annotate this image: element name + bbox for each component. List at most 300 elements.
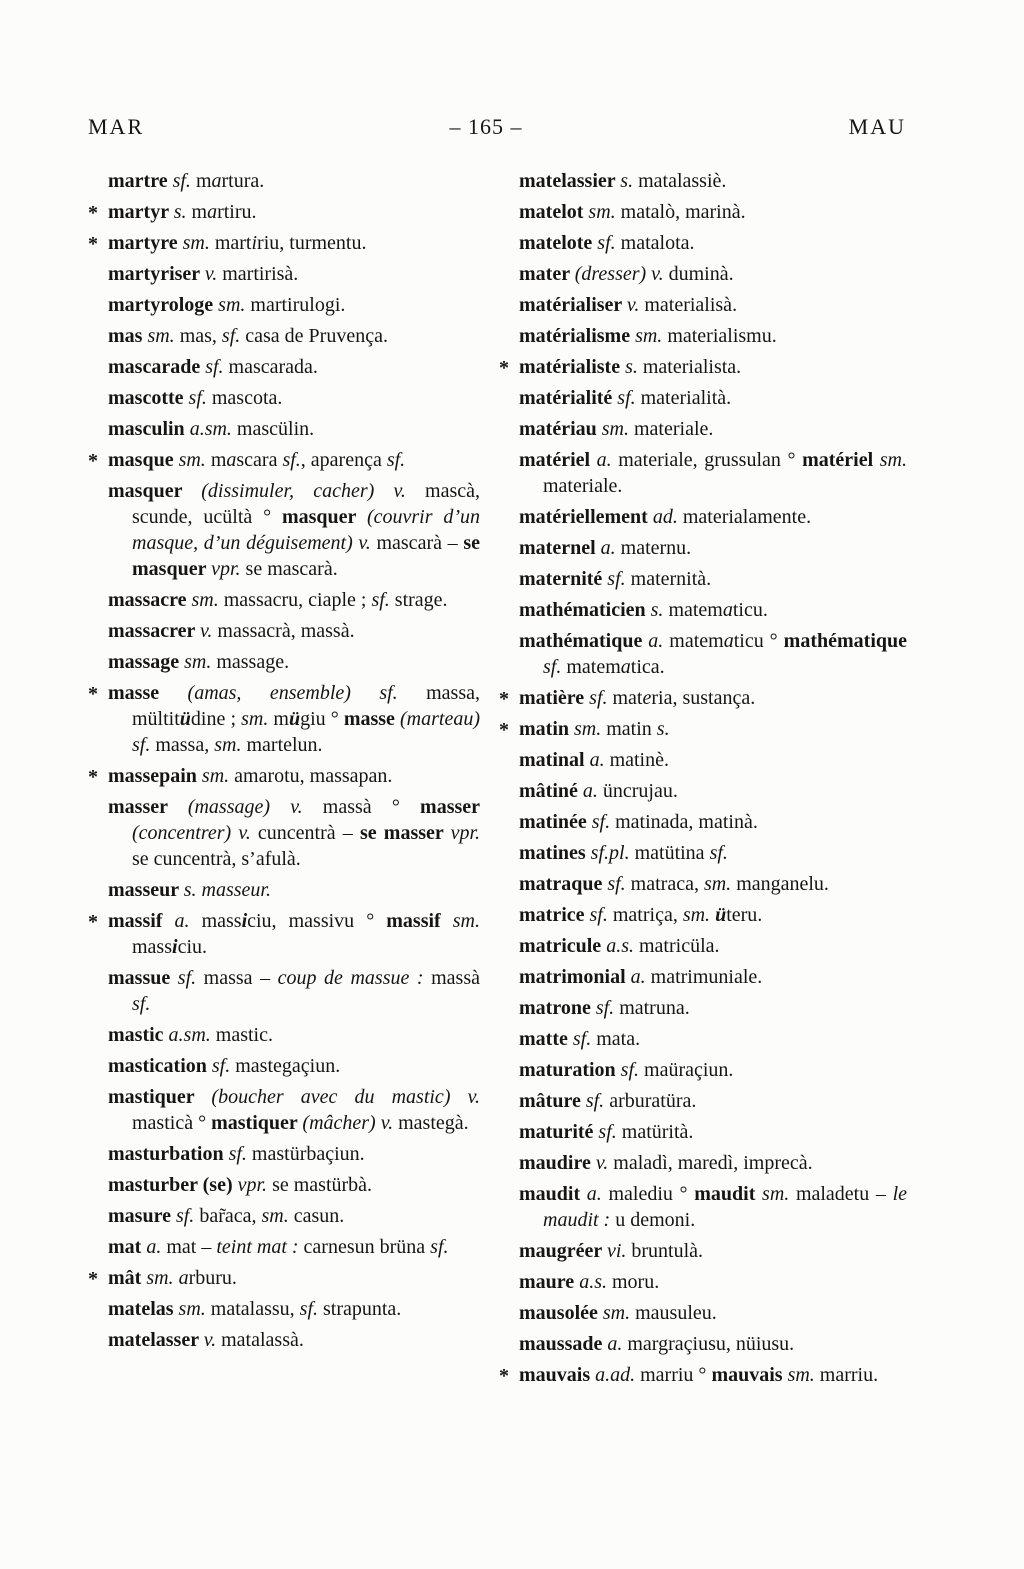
entry-text: massà ° — [322, 796, 421, 818]
entry-headword: maturité — [519, 1121, 599, 1143]
dictionary-entry — [519, 535, 907, 561]
dictionary-entry — [499, 685, 907, 711]
entry-text: massacrà, massà. — [217, 620, 355, 642]
entry-headword: mastiquer — [108, 1086, 212, 1108]
entry-text: martirulogi. — [250, 294, 346, 316]
entry-headword: mat — [108, 1236, 147, 1258]
entry-headword: matraque — [519, 873, 608, 895]
entry-text: a. — [596, 449, 619, 471]
entry-text: matalassu, — [210, 1298, 300, 1320]
entry-text: amarotu, massapan. — [234, 765, 393, 787]
dictionary-entry — [519, 230, 907, 256]
entry-text: , aparença — [300, 449, 387, 471]
dictionary-entry — [519, 809, 907, 835]
entry-headword: maussade — [519, 1333, 608, 1355]
entry-text: sf. — [597, 232, 621, 254]
entry-headword: massepain — [108, 765, 202, 787]
dictionary-entry — [108, 1022, 480, 1048]
entry-text: maternità. — [630, 568, 712, 590]
entry-text: masquer — [281, 506, 367, 528]
entry-text: massa – — [203, 967, 278, 989]
dictionary-entry — [108, 261, 480, 287]
dictionary-entry — [108, 168, 480, 194]
entry-text: marriu. — [819, 1364, 879, 1386]
entry-text: rtiru. — [217, 201, 257, 223]
entry-text: matriça, — [612, 904, 683, 926]
entry-text: sf. — [175, 1205, 200, 1227]
entry-headword: masturber (se) — [108, 1174, 238, 1196]
entry-text: matrimuniale. — [650, 966, 763, 988]
dictionary-entry — [108, 354, 480, 380]
entry-text: matalassà. — [221, 1329, 304, 1351]
entry-headword: masturbation — [108, 1143, 229, 1165]
entry-text: ü — [288, 708, 301, 730]
dictionary-entry — [108, 1327, 480, 1353]
entry-text: a.sm. — [189, 418, 237, 440]
entry-text: u demoni. — [615, 1209, 696, 1231]
entry-text: duminà. — [668, 263, 734, 285]
entry-headword: mastication — [108, 1055, 212, 1077]
entry-text: a — [722, 599, 733, 621]
entry-headword: matrimonial — [519, 966, 631, 988]
entry-text: a. — [174, 910, 202, 932]
entry-text: sm. — [602, 1302, 636, 1324]
entry-text: sm. — [201, 765, 235, 787]
entry-text: m — [195, 170, 212, 192]
entry-text: tica. — [630, 656, 665, 678]
entry-text: mascota. — [211, 387, 283, 409]
entry-headword: matricule — [519, 935, 607, 957]
guide-word-right: MAU — [848, 114, 906, 139]
entry-text: sf. — [617, 387, 641, 409]
entry-text: (couvrir d’un masque, d’un déguisement) v. — [132, 506, 480, 554]
entry-headword: masseur — [108, 879, 184, 901]
entry-text: materialismu. — [667, 325, 777, 347]
entry-text: sf. — [177, 967, 204, 989]
entry-text: sm. — [601, 418, 634, 440]
entry-headword: maternel — [519, 537, 601, 559]
dictionary-entry — [519, 168, 907, 194]
dictionary-entry — [108, 965, 480, 1017]
entry-text: a — [178, 1267, 189, 1289]
entry-headword: matelote — [519, 232, 598, 254]
dictionary-entry — [108, 1084, 480, 1136]
entry-headword: matériellement — [519, 506, 653, 528]
dictionary-entry — [108, 1141, 480, 1167]
entry-headword: martyre — [108, 232, 183, 254]
star-marker: * — [88, 1268, 98, 1290]
entry-text: v. — [626, 294, 645, 316]
entry-text: sf. — [595, 997, 620, 1019]
entry-text: sm. — [703, 873, 737, 895]
entry-text: mathématique — [783, 630, 907, 652]
dictionary-entry — [519, 323, 907, 349]
entry-text: materiale. — [634, 418, 714, 440]
dictionary-entry — [519, 840, 907, 866]
entry-text: sf. — [589, 687, 613, 709]
entry-headword: masse — [108, 682, 188, 704]
entry-text: matériel — [802, 449, 880, 471]
entry-text: arburatüra. — [609, 1090, 697, 1112]
entry-text: mas, — [179, 325, 222, 347]
entry-headword: mauvais — [519, 1364, 596, 1386]
entry-text: margraçiusu, nüiusu. — [627, 1333, 795, 1355]
dictionary-entry — [519, 995, 907, 1021]
entry-text: mat – — [166, 1236, 217, 1258]
dictionary-entry — [519, 747, 907, 773]
entry-text: matraca, — [630, 873, 704, 895]
entry-headword: matinal — [519, 749, 590, 771]
entry-text: matinè. — [609, 749, 669, 771]
entry-text: matalassiè. — [638, 170, 727, 192]
entry-text: giu ° — [300, 708, 344, 730]
entry-text: matalò, marinà. — [620, 201, 746, 223]
dictionary-entry — [519, 199, 907, 225]
entry-headword: matériel — [519, 449, 597, 471]
entry-headword: matelasser — [108, 1329, 204, 1351]
entry-text: martirisà. — [222, 263, 299, 285]
entry-text: (boucher avec du mastic) v. — [211, 1086, 480, 1108]
entry-text: ü — [179, 708, 191, 730]
entry-text: sm. — [635, 325, 668, 347]
dictionary-entry — [88, 1265, 480, 1291]
dictionary-entry — [88, 908, 480, 960]
dictionary-entry — [519, 597, 907, 623]
entry-text: (concentrer) v. — [132, 822, 258, 844]
entry-text: coup de massue : — [277, 967, 432, 989]
entry-text: matütina — [634, 842, 710, 864]
dictionary-entry — [519, 933, 907, 959]
dictionary-entry — [108, 292, 480, 318]
dictionary-entry — [519, 416, 907, 442]
entry-text: sm. — [879, 449, 907, 471]
dictionary-entry — [519, 1331, 907, 1357]
dictionary-entry — [519, 964, 907, 990]
entry-text: (massage) v. — [187, 796, 323, 818]
entry-text: a. — [582, 780, 603, 802]
entry-text: masse — [343, 708, 401, 730]
entry-headword: matelot — [519, 201, 589, 223]
dictionary-entry — [519, 1300, 907, 1326]
entry-text: materialamente. — [682, 506, 812, 528]
entry-headword: martyr — [108, 201, 174, 223]
entry-text: a. — [600, 537, 621, 559]
entry-headword: mât — [108, 1267, 147, 1289]
entry-text: materiale. — [543, 475, 623, 497]
dictionary-entry — [108, 794, 480, 872]
entry-text: vpr. — [237, 1174, 273, 1196]
entry-text: matem — [668, 599, 723, 621]
entry-text: massa, — [155, 734, 215, 756]
dictionary-entry — [519, 385, 907, 411]
entry-headword: mas — [108, 325, 148, 347]
entry-text: sf. — [211, 1055, 236, 1077]
entry-headword: masure — [108, 1205, 176, 1227]
entry-text: (amas, ensemble) sf. — [187, 682, 427, 704]
entry-text: mausuleu. — [635, 1302, 717, 1324]
entry-text: mastegà. — [398, 1112, 469, 1134]
entry-text: materiale, grussulan ° — [618, 449, 803, 471]
entry-text: mastic. — [215, 1024, 273, 1046]
star-marker: * — [88, 202, 98, 224]
entry-text: a — [723, 630, 734, 652]
entry-headword: massacrer — [108, 620, 201, 642]
guide-word-left: MAR — [88, 114, 145, 139]
dictionary-entry — [499, 716, 907, 742]
entry-text: sf. — [371, 589, 395, 611]
entry-text: mascarada. — [228, 356, 318, 378]
entry-text: matinada, matinà. — [615, 811, 758, 833]
page-number: – 165 – — [449, 114, 523, 139]
entry-text: sf. — [709, 842, 728, 864]
entry-headword: massacre — [108, 589, 192, 611]
entry-text: ciu, massivu ° — [247, 910, 387, 932]
dictionary-entry — [519, 1026, 907, 1052]
dictionary-entry — [499, 354, 907, 380]
entry-text: v. — [204, 263, 223, 285]
entry-headword: matérialiste — [519, 356, 626, 378]
dictionary-column-right — [499, 168, 908, 1393]
entry-headword: mastic — [108, 1024, 169, 1046]
dictionary-entry — [519, 292, 907, 318]
dictionary-entry — [519, 628, 907, 680]
entry-headword: matérialisme — [519, 325, 636, 347]
entry-text: v. — [595, 1152, 614, 1174]
dictionary-entry — [519, 778, 907, 804]
dictionary-entry — [88, 230, 480, 256]
entry-headword: mascarade — [108, 356, 206, 378]
entry-text: a. — [630, 966, 651, 988]
entry-text: sf. — [598, 1121, 622, 1143]
dictionary-entry — [519, 1057, 907, 1083]
entry-text: mass — [201, 910, 242, 932]
entry-text: ria, sustança. — [651, 687, 756, 709]
entry-text: masser — [420, 796, 481, 818]
entry-text: ü — [715, 904, 727, 926]
entry-text: maladetu – — [795, 1183, 893, 1205]
entry-text: sf. — [132, 993, 151, 1015]
entry-text: m — [210, 449, 227, 471]
entry-text: le maudit : — [543, 1183, 908, 1231]
entry-text: a. — [146, 1236, 167, 1258]
dictionary-entry — [519, 1119, 907, 1145]
entry-text: a. — [648, 630, 670, 652]
entry-text: ciu. — [177, 936, 207, 958]
dictionary-entry — [519, 566, 907, 592]
dictionary-entry — [108, 416, 480, 442]
dictionary-entry — [108, 1234, 480, 1260]
star-marker: * — [88, 233, 98, 255]
entry-text: vi. — [606, 1240, 632, 1262]
entry-text: sf. — [572, 1028, 597, 1050]
entry-text: (dissimuler, cacher) v. — [201, 480, 426, 502]
entry-text: sm. — [178, 449, 211, 471]
entry-text: materialisà. — [644, 294, 738, 316]
entry-text: mascarà – — [376, 532, 464, 554]
entry-text: materialista. — [642, 356, 742, 378]
entry-text: mata. — [596, 1028, 641, 1050]
entry-text: (dresser) v. — [574, 263, 669, 285]
entry-headword: matrice — [519, 904, 590, 926]
entry-headword: martyrologe — [108, 294, 219, 316]
entry-text: dine ; — [190, 708, 242, 730]
entry-text: sf. — [589, 904, 613, 926]
entry-text: se masquer — [132, 532, 480, 580]
entry-headword: massif — [108, 910, 175, 932]
star-marker: * — [88, 911, 98, 933]
entry-headword: maturation — [519, 1059, 621, 1081]
entry-text: sm. — [146, 1267, 179, 1289]
entry-text: üncrujau. — [602, 780, 678, 802]
entry-text: strapunta. — [323, 1298, 402, 1320]
entry-text: massage. — [216, 651, 290, 673]
entry-text: scara — [236, 449, 283, 471]
entry-headword: mathématique — [519, 630, 649, 652]
entry-text: moru. — [611, 1271, 660, 1293]
entry-headword: matelas — [108, 1298, 179, 1320]
entry-text: sm. — [762, 1183, 796, 1205]
dictionary-entry — [88, 199, 480, 225]
entry-text: a.ad. — [595, 1364, 641, 1386]
star-marker: * — [499, 688, 509, 710]
entry-text: se masser — [359, 822, 451, 844]
entry-headword: matérialiser — [519, 294, 627, 316]
entry-headword: massage — [108, 651, 185, 673]
dictionary-entry — [519, 871, 907, 897]
entry-text: strage. — [394, 589, 448, 611]
entry-headword: massue — [108, 967, 178, 989]
entry-text: sf. — [386, 449, 406, 471]
entry-text: se mastürbà. — [272, 1174, 373, 1196]
entry-text: marriu ° — [640, 1364, 712, 1386]
entry-headword: matière — [519, 687, 590, 709]
entry-headword: mathématicien — [519, 599, 651, 621]
entry-headword: maternité — [519, 568, 608, 590]
entry-text: v. — [203, 1329, 222, 1351]
entry-text: massacru, ciaple ; — [223, 589, 372, 611]
entry-text: mass — [132, 936, 172, 958]
dictionary-entry — [108, 877, 480, 903]
entry-text: sf. — [585, 1090, 610, 1112]
entry-text: ticu. — [732, 599, 768, 621]
entry-text: teru. — [726, 904, 763, 926]
entry-text: maudit — [694, 1183, 763, 1205]
entry-text: mastiquer — [211, 1112, 303, 1134]
dictionary-entry — [88, 447, 480, 473]
dictionary-entry — [519, 1181, 907, 1233]
entry-text: sm. — [787, 1364, 820, 1386]
entry-text: a — [211, 170, 222, 192]
entry-text: mascülin. — [236, 418, 315, 440]
entry-text: masticà ° — [132, 1112, 212, 1134]
entry-text: s. — [173, 201, 192, 223]
entry-text: matem — [669, 630, 724, 652]
entry-text: matin — [606, 718, 657, 740]
entry-text: casa de Pruvença. — [245, 325, 388, 347]
entry-text: ad. — [652, 506, 683, 528]
entry-headword: matines — [519, 842, 591, 864]
dictionary-entry — [108, 649, 480, 675]
entry-text: mart — [214, 232, 252, 254]
dictionary-entry — [519, 447, 907, 499]
entry-text: vpr. — [211, 558, 246, 580]
dictionary-entry — [519, 1088, 907, 1114]
entry-text: matricüla. — [638, 935, 720, 957]
dictionary-entry — [499, 1362, 907, 1388]
entry-text: rtura. — [221, 170, 265, 192]
entry-headword: mâtiné — [519, 780, 583, 802]
dictionary-entry — [108, 587, 480, 613]
entry-text: sf. — [607, 873, 631, 895]
entry-text: carnesun brüna — [303, 1236, 431, 1258]
entry-text: ticu ° — [733, 630, 784, 652]
entry-text: sf. — [543, 656, 567, 678]
star-marker: * — [499, 357, 509, 379]
dictionary-entry — [108, 323, 480, 349]
entry-text: s. — [625, 356, 643, 378]
entry-text: sm. — [184, 651, 217, 673]
entry-text: s. — [656, 718, 670, 740]
entry-text: sf.pl. — [590, 842, 635, 864]
entry-text: matruna. — [619, 997, 690, 1019]
entry-text: massà — [431, 967, 480, 989]
dictionary-entry — [519, 902, 907, 928]
entry-text: maladì, maredì, imprecà. — [613, 1152, 813, 1174]
entry-text: rburu. — [188, 1267, 237, 1289]
entry-text: a — [226, 449, 237, 471]
dictionary-entry — [88, 763, 480, 789]
entry-text: mastürbaçiun. — [251, 1143, 365, 1165]
entry-text: sm. — [218, 294, 251, 316]
entry-text: sf. — [282, 449, 301, 471]
entry-text: sf. — [205, 356, 229, 378]
star-marker: * — [499, 719, 509, 741]
entry-text: s. — [620, 170, 639, 192]
entry-text: a. — [586, 1183, 609, 1205]
dictionary-entry — [519, 1238, 907, 1264]
entry-text: i — [241, 910, 248, 932]
entry-text: mauvais — [711, 1364, 788, 1386]
entry-headword: mascotte — [108, 387, 189, 409]
entry-text: malediu ° — [608, 1183, 695, 1205]
entry-headword: masculin — [108, 418, 190, 440]
entry-text: sm. — [214, 734, 247, 756]
entry-headword: mater — [519, 263, 575, 285]
entry-text: a — [620, 656, 631, 678]
entry-headword: mausolée — [519, 1302, 603, 1324]
entry-headword: maudire — [519, 1152, 596, 1174]
dictionary-entry — [108, 1172, 480, 1198]
entry-text: matürità. — [621, 1121, 694, 1143]
dictionary-entry — [519, 1269, 907, 1295]
entry-text: m — [273, 708, 289, 730]
entry-headword: maure — [519, 1271, 580, 1293]
dictionary-entry — [519, 1150, 907, 1176]
entry-headword: masquer — [108, 480, 202, 502]
entry-text: materialità. — [640, 387, 732, 409]
entry-text: m — [191, 201, 208, 223]
entry-text: sm. — [241, 708, 274, 730]
entry-text: casun. — [293, 1205, 345, 1227]
entry-text: maternu. — [620, 537, 692, 559]
entry-text: a.s. — [579, 1271, 612, 1293]
entry-text: mascà, scunde, ucültà ° — [132, 480, 480, 528]
entry-text: sf. — [620, 1059, 645, 1081]
dictionary-entry — [519, 261, 907, 287]
entry-text: sm. — [178, 1298, 211, 1320]
entry-text: (mâcher) v. — [302, 1112, 399, 1134]
entry-text: matalota. — [620, 232, 695, 254]
